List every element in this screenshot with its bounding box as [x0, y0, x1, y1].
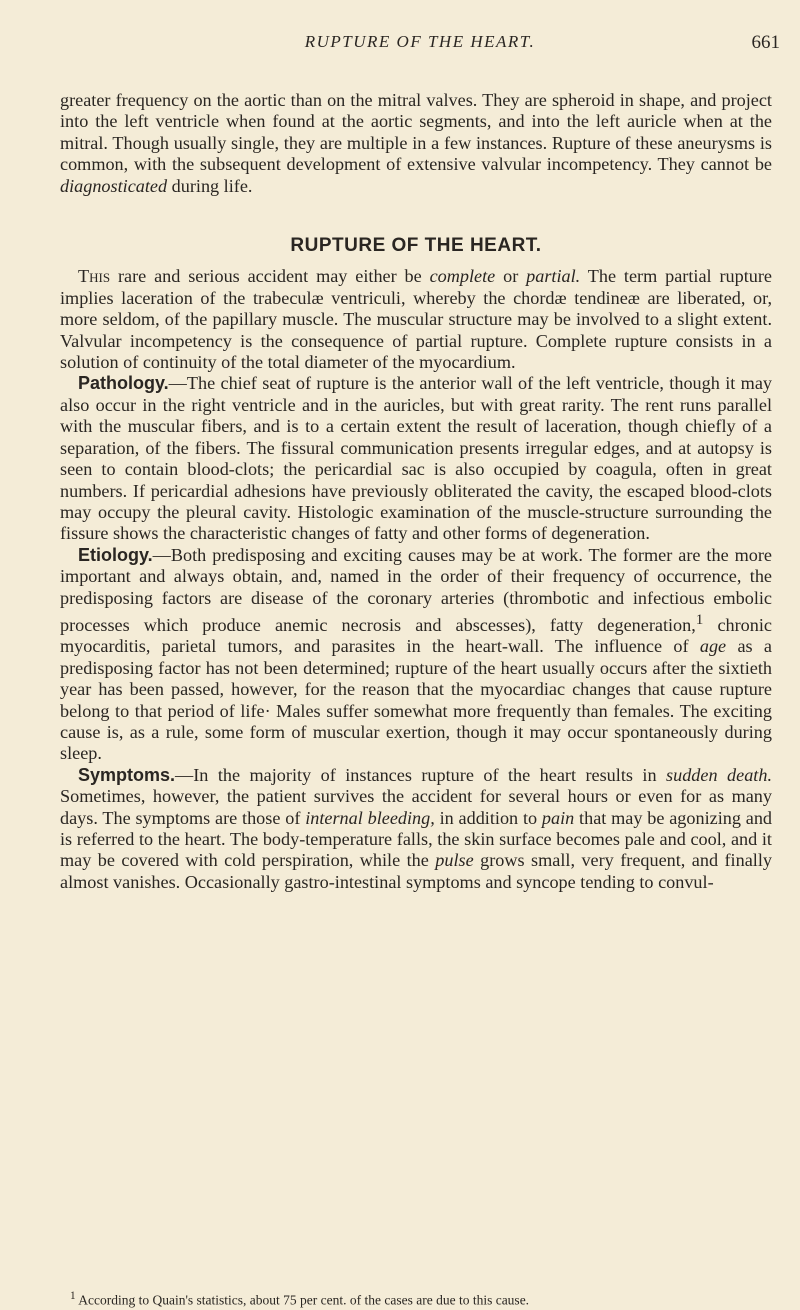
symptoms-text-1: —In the majority of instances rupture of the heart results in [175, 764, 667, 785]
etiology-text-3: as a predisposing factor has not been determined; rupture of the heart usually occurs after the sixtieth year has been passed, however, for the reason that the myocardiac changes that cause rupture belong to that period of life· Males suffer somewhat more frequently than females. The exciting cause is, as a rule, some form of muscular exertion, though it may occur spontaneously during sleep. [60, 636, 772, 764]
pathology-heading: Pathology. [78, 373, 169, 394]
intro-text-3: The term partial rupture implies laceration of the trabeculæ ventriculi, whereby the chordæ tendineæ are liberated, or, more seldom, of the papillary muscle. The muscular structure may be involved to a slight extent. Valvular incompetency is the consequence of partial rupture. Complete rupture consists in a solution of continuity of the total diameter of the myocardium. [60, 266, 772, 373]
etiology-text-1: —Both predisposing and exciting causes may be at work. The former are the more important and always obtain, and, named in the order of their frequency of occurrence, the predisposing factors are disease of the coronary arteries (thrombotic and infectious embolic processes which produce anemic necrosis and abscesses), fatty degeneration, [60, 544, 772, 635]
running-title: RUPTURE OF THE HEART. [304, 32, 536, 51]
intro-first-word: This [78, 266, 111, 287]
symptoms-italic-sudden-death: sudden death. [666, 764, 772, 785]
etiology-text-2: chronic myocarditis, parietal tumors, and parasites in the heart-wall. The influence of [60, 615, 772, 657]
symptoms-text-2: Sometimes, however, the patient survives the accident for several hours or even for as many days. The symptoms are those of [60, 786, 772, 828]
paragraph-aneurysm-continued [60, 90, 772, 197]
section-title: RUPTURE OF THE HEART. [290, 235, 542, 257]
etiology-heading: Etiology. [78, 544, 153, 565]
intro-italic-complete: complete [429, 266, 496, 287]
para0-end: during life. [167, 175, 253, 196]
footnote [70, 1288, 770, 1309]
page-header [60, 32, 780, 62]
footnote-reference: 1 [695, 610, 704, 628]
symptoms-text-3: in addition to [434, 807, 542, 828]
paragraph-symptoms [60, 765, 772, 893]
etiology-italic-age: age [699, 636, 727, 657]
footnote-marker: 1 [70, 1290, 76, 1302]
symptoms-text-4: that may be agonizing and is referred to the heart. The body-temperature falls, the skin surface becomes pale and cool, and it may be covered with cold perspiration, while the [60, 807, 773, 871]
paragraph-intro [60, 266, 772, 373]
page-number: 661 [751, 32, 780, 53]
symptoms-italic-internal-bleeding: internal bleeding, [305, 807, 435, 828]
para0-italic: diagnosticated [60, 175, 168, 196]
intro-text-1: rare and serious accident may either be [110, 266, 430, 287]
para0-text: greater frequency on the aortic than on the mitral valves. They are spheroid in shape, and project into the left ventricle when found at the aortic segments, and into the left auricle when at the mitral. Though usually single, they are multiple in a few instances. Rupture of these aneurysms is common, with the subsequent development of extensive valvular incompetency. They cannot be [60, 90, 772, 175]
intro-text-2: or [495, 266, 527, 287]
pathology-text: —The chief seat of rupture is the anterior wall of the left ventricle, though it may also occur in the right ventricle and in the auricles, but with great rarity. The rent runs parallel with the muscular fibers, and is to a certain extent the result of laceration, though chiefly of a separation, of the fibers. The fissural communication presents irregular edges, and at autopsy is seen to contain blood-clots; the pericardial sac is also occupied by coagula, often in great numbers. If pericardial adhesions have previously obliterated the cavity, the escaped blood-clots may occupy the pleural cavity. Histologic examination of the muscle-structure surrounding the fissure shows the characteristic changes of fatty and other forms of degeneration. [60, 373, 772, 544]
symptoms-heading: Symptoms. [78, 764, 176, 785]
symptoms-italic-pulse: pulse [435, 850, 474, 871]
paragraph-etiology [60, 545, 772, 765]
intro-italic-partial: partial. [526, 266, 581, 287]
footnote-text: According to Quain's statistics, about 75 per cent. of the cases are due to this cause. [75, 1292, 530, 1308]
body-text [60, 90, 772, 893]
paragraph-pathology [60, 373, 772, 544]
symptoms-text-5: grows small, very frequent, and finally almost vanishes. Occasionally gastro-intestinal symptoms and syncope tending to convul- [60, 850, 772, 892]
symptoms-italic-pain: pain [541, 807, 575, 828]
